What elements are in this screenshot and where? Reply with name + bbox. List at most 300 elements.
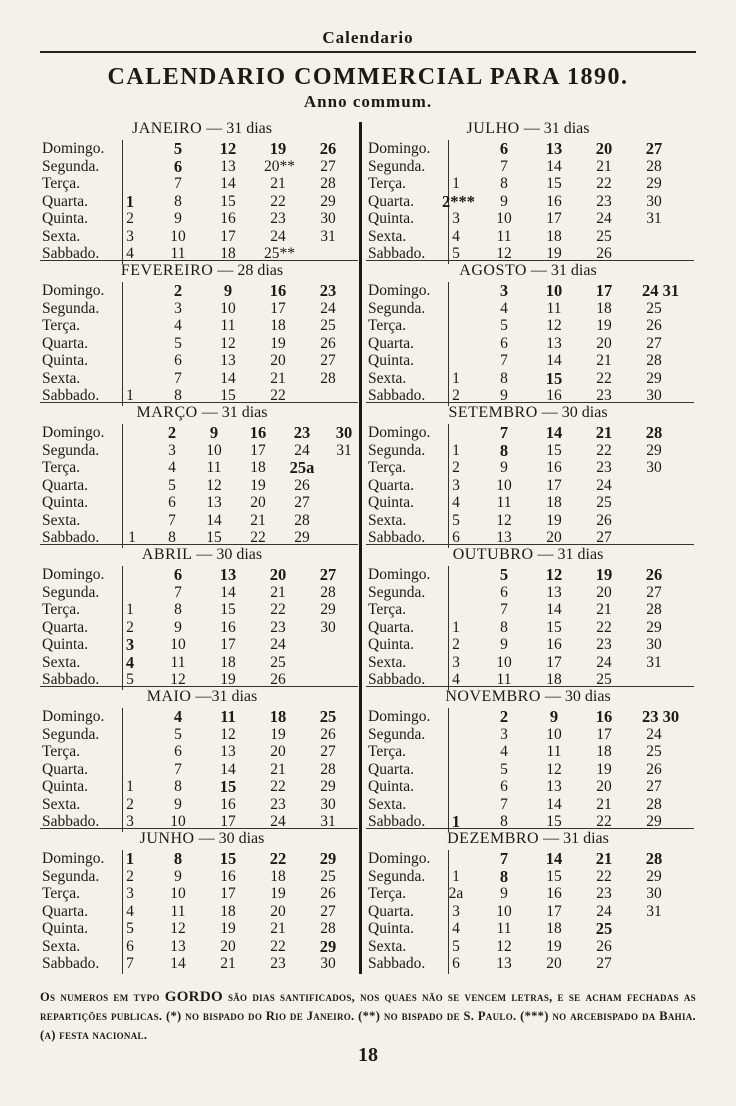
date-number: 1	[452, 867, 460, 885]
day-name: Quinta.	[368, 920, 415, 937]
date-number: 20	[546, 955, 562, 972]
date-number: 28	[645, 849, 663, 868]
date-number: 22	[270, 937, 286, 955]
month-days-count: — 31 dias	[523, 120, 590, 137]
date-number: 13	[220, 743, 236, 760]
date-number: 7	[500, 601, 508, 618]
day-name: Terça.	[368, 601, 407, 618]
date-number: 21	[250, 511, 266, 529]
date-number: 3	[499, 281, 509, 300]
day-name: Quinta.	[42, 494, 89, 511]
date-number: 11	[496, 494, 512, 511]
month-block	[366, 688, 690, 830]
date-number: 16	[220, 795, 236, 813]
date-number: 2	[499, 707, 509, 726]
date-number: 26	[319, 139, 337, 158]
day-name: Segunda.	[368, 299, 426, 317]
date-number: 19	[596, 760, 612, 778]
date-number: 24	[596, 476, 612, 494]
week-row	[366, 566, 690, 584]
date-number: 17	[546, 653, 562, 671]
day-name: Quarta.	[368, 760, 415, 778]
date-number: 7	[499, 423, 509, 442]
month-block	[366, 404, 690, 546]
date-number: 15	[545, 368, 563, 388]
week-row	[40, 424, 364, 442]
month-block	[40, 546, 364, 688]
date-number: 18	[269, 707, 287, 726]
month-days-count: — 30 dias	[544, 688, 611, 705]
day-name: Quinta.	[368, 494, 415, 511]
date-number: 8	[174, 387, 182, 404]
date-number: 25	[270, 653, 286, 671]
date-number: 13	[546, 583, 562, 601]
date-number: 2	[452, 459, 460, 476]
date-number: 28	[320, 920, 336, 937]
date-number: 5	[173, 139, 183, 158]
date-number: 28	[320, 175, 336, 192]
day-name: Sexta.	[368, 937, 407, 955]
month-days-count: — 31 dias	[543, 830, 609, 847]
date-number: 2	[126, 210, 134, 227]
day-name: Sexta.	[42, 795, 81, 813]
date-number: 22	[270, 778, 286, 795]
date-number: 18	[546, 227, 562, 245]
date-number: 11	[170, 245, 186, 262]
date-number: 14	[220, 760, 236, 778]
week-row	[40, 743, 364, 761]
page-number: 18	[358, 1044, 378, 1066]
date-number: 13	[206, 494, 222, 511]
date-number: 1	[452, 441, 460, 459]
date-number: 10	[206, 441, 222, 459]
date-number: 9	[500, 885, 508, 902]
date-number: 21	[596, 601, 612, 618]
date-number: 7	[500, 157, 508, 175]
date-number: 22	[270, 601, 286, 618]
date-number: 24	[596, 210, 612, 227]
date-number: 3	[452, 476, 460, 494]
week-row	[366, 938, 690, 956]
date-number: 9	[500, 636, 508, 653]
week-row	[40, 868, 364, 886]
date-number: 20	[596, 583, 612, 601]
running-header: Calendario	[322, 28, 414, 47]
day-name: Sabbado.	[368, 245, 426, 262]
date-number: 8	[173, 849, 183, 868]
date-number: 15	[220, 192, 236, 210]
date-number: 17	[220, 227, 236, 245]
month-days-count: — 31 dias	[206, 120, 272, 137]
week-row	[366, 796, 690, 814]
date-number: 30	[320, 955, 336, 972]
week-row	[366, 778, 690, 796]
day-name: Quarta.	[368, 476, 415, 494]
day-name: Sexta.	[368, 653, 407, 671]
date-number: 23	[270, 210, 286, 227]
date-number: 10	[496, 210, 512, 227]
date-number: 14	[545, 423, 563, 442]
date-number: 25a	[289, 458, 315, 477]
date-number: 19	[546, 511, 562, 529]
month-separator	[366, 544, 694, 545]
date-number: 5	[126, 920, 134, 937]
date-number: 10	[220, 299, 236, 317]
week-row	[366, 868, 690, 886]
date-number: 9	[223, 281, 233, 300]
week-row	[366, 352, 690, 370]
month-name: SETEMBRO	[448, 404, 538, 421]
date-number: 23	[596, 192, 612, 210]
date-number: 14	[220, 583, 236, 601]
week-row	[40, 601, 364, 619]
day-name: Sexta.	[42, 227, 81, 245]
date-number: 27	[596, 955, 612, 972]
date-number: 5	[452, 937, 460, 955]
day-name: Sabbado.	[368, 387, 426, 404]
date-number: 6	[173, 156, 183, 176]
date-number: 25	[596, 494, 612, 511]
month-days-count: — 31 dias	[537, 546, 604, 563]
day-name: Quarta.	[42, 192, 89, 210]
date-number: 19	[596, 317, 612, 334]
date-number: 21	[270, 760, 286, 778]
month-days-count: —31 dias	[195, 688, 258, 705]
date-number: 20	[595, 139, 613, 158]
date-number: 9	[549, 707, 559, 726]
day-name: Domingo.	[368, 850, 431, 867]
date-number: 25	[320, 317, 336, 334]
date-number: 14	[220, 175, 236, 192]
date-number: 1	[126, 601, 134, 618]
date-number: 19	[220, 920, 236, 937]
date-number: 23 30	[642, 707, 680, 726]
day-name: Domingo.	[368, 282, 431, 299]
date-number: 25	[646, 299, 662, 317]
week-row	[366, 708, 690, 726]
week-row	[366, 654, 690, 672]
date-number: 11	[496, 671, 512, 688]
date-number: 28	[646, 352, 662, 369]
date-number: 26	[320, 885, 336, 902]
date-number: 19	[546, 937, 562, 955]
date-number: 6	[174, 743, 182, 760]
date-number: 27	[320, 157, 336, 175]
month-name: DEZEMBRO	[447, 830, 540, 847]
date-number: 15	[220, 601, 236, 618]
date-number: 29	[320, 778, 336, 795]
date-number: 3	[126, 227, 134, 245]
date-number: 9	[174, 618, 182, 636]
date-number: 15	[206, 529, 222, 546]
date-number: 16	[220, 210, 236, 227]
date-number: 9	[174, 795, 182, 813]
date-number: 30	[320, 795, 336, 813]
week-row	[40, 584, 364, 602]
date-number: 26	[596, 511, 612, 529]
day-name: Sabbado.	[42, 813, 100, 830]
date-number: 21	[270, 175, 286, 192]
date-number: 27	[646, 583, 662, 601]
date-number: 12	[496, 511, 512, 529]
date-number: 21	[596, 352, 612, 369]
date-number: 10	[545, 281, 563, 300]
date-number: 23	[596, 885, 612, 902]
date-number: 29	[646, 441, 662, 459]
date-number: 14	[546, 157, 562, 175]
date-number: 2	[126, 867, 134, 885]
date-number: 30	[646, 885, 662, 902]
day-name: Terça.	[42, 885, 81, 902]
date-number: 27	[320, 902, 336, 920]
date-number: 3	[168, 441, 176, 459]
day-name: Quarta.	[42, 334, 89, 352]
date-number: 1	[452, 618, 460, 636]
day-name: Sexta.	[368, 369, 407, 387]
date-number: 17	[595, 281, 613, 300]
date-number: 13	[220, 157, 236, 175]
day-name: Quarta.	[368, 618, 415, 636]
date-number: 2	[452, 636, 460, 653]
week-row	[40, 335, 364, 353]
week-row	[40, 654, 364, 672]
date-number: 16	[220, 867, 236, 885]
date-number: 7	[500, 352, 508, 369]
month-heading	[366, 262, 690, 280]
week-row	[366, 636, 690, 654]
date-number: 7	[168, 511, 176, 529]
date-number: 13	[219, 565, 237, 584]
date-number: 18	[250, 459, 266, 476]
month-block	[366, 830, 690, 972]
day-name: Segunda.	[368, 157, 426, 175]
date-number: 26	[645, 565, 663, 584]
day-name: Sexta.	[42, 653, 81, 671]
day-name: Domingo.	[42, 566, 105, 583]
date-number: 7	[174, 175, 182, 192]
date-number: 11	[546, 743, 562, 760]
month-separator	[366, 828, 694, 829]
date-number: 26	[646, 760, 662, 778]
date-number: 6	[500, 334, 508, 352]
date-number: 1	[452, 369, 460, 387]
date-number: 8	[174, 778, 182, 795]
date-number: 13	[170, 937, 186, 955]
week-row	[366, 140, 690, 158]
date-number: 10	[170, 227, 186, 245]
date-number: 20	[596, 334, 612, 352]
day-name: Quinta.	[42, 778, 89, 795]
date-number: 15	[546, 175, 562, 192]
date-number: 20	[250, 494, 266, 511]
month-separator	[366, 260, 694, 261]
date-number: 28	[320, 583, 336, 601]
date-number: 4	[452, 920, 460, 937]
date-number: 23	[596, 459, 612, 476]
date-number: 3	[500, 725, 508, 743]
date-number: 23	[319, 281, 337, 300]
date-number: 6	[499, 139, 509, 158]
date-number: 2***	[442, 191, 475, 211]
date-number: 11	[496, 920, 512, 937]
date-number: 12	[546, 317, 562, 334]
week-row	[366, 210, 690, 228]
date-number: 8	[174, 601, 182, 618]
date-number: 9	[500, 387, 508, 404]
date-number: 23	[270, 955, 286, 972]
date-number: 14	[220, 369, 236, 387]
day-name: Quinta.	[368, 352, 415, 369]
day-name: Domingo.	[42, 140, 105, 157]
date-number: 5	[168, 476, 176, 494]
day-name: Segunda.	[42, 583, 100, 601]
day-name: Sabbado.	[42, 671, 100, 688]
date-number: 11	[496, 227, 512, 245]
date-number: 19	[270, 725, 286, 743]
week-row	[40, 228, 364, 246]
month-heading	[366, 546, 690, 564]
week-row	[366, 494, 690, 512]
date-number: 23	[596, 636, 612, 653]
date-number: 12	[496, 245, 512, 262]
date-number: 20	[270, 902, 286, 920]
date-number: 3	[174, 299, 182, 317]
date-number: 24	[270, 636, 286, 653]
date-number: 18	[270, 867, 286, 885]
week-row	[40, 850, 364, 868]
date-number: 23	[270, 795, 286, 813]
date-number: 15	[220, 387, 236, 404]
date-number: 24	[270, 813, 286, 830]
day-name: Quinta.	[368, 778, 415, 795]
date-number: 6	[168, 494, 176, 511]
date-number: 10	[496, 653, 512, 671]
date-number: 5	[174, 334, 182, 352]
week-row	[40, 282, 364, 300]
date-number: 12	[220, 725, 236, 743]
date-number: 13	[546, 778, 562, 795]
month-days-count: — 28 dias	[217, 262, 284, 279]
day-name: Domingo.	[42, 850, 105, 867]
date-number: 27	[320, 352, 336, 369]
date-number: 3	[452, 653, 460, 671]
date-number: 29	[319, 849, 337, 868]
date-number: 15	[546, 813, 562, 830]
month-days-count: — 30 dias	[198, 830, 265, 847]
date-number: 8	[499, 866, 509, 886]
date-number: 11	[220, 707, 236, 726]
date-number: 19	[250, 476, 266, 494]
day-name: Quinta.	[42, 352, 89, 369]
date-number: 16	[269, 281, 287, 300]
date-number: 2	[167, 423, 177, 442]
day-name: Sexta.	[42, 937, 81, 955]
date-number: 20	[269, 565, 287, 584]
week-row	[40, 761, 364, 779]
day-name: Terça.	[368, 885, 407, 902]
date-number: 5	[500, 760, 508, 778]
date-number: 20**	[264, 157, 295, 175]
date-number: 10	[170, 636, 186, 653]
day-name: Quinta.	[42, 920, 89, 937]
day-name: Quinta.	[368, 210, 415, 227]
date-number: 28	[645, 423, 663, 442]
week-row	[366, 584, 690, 602]
date-number: 8	[168, 529, 176, 546]
week-row	[40, 317, 364, 335]
day-name: Domingo.	[368, 424, 431, 441]
date-number: 28	[646, 795, 662, 813]
week-row	[366, 228, 690, 246]
week-row	[40, 636, 364, 654]
date-number: 27	[319, 565, 337, 584]
date-number: 12	[170, 920, 186, 937]
date-number: 30	[320, 618, 336, 636]
date-number: 17	[250, 441, 266, 459]
date-number: 16	[220, 618, 236, 636]
date-number: 5	[452, 511, 460, 529]
week-row	[40, 370, 364, 388]
week-row	[40, 903, 364, 921]
date-number: 25**	[264, 245, 295, 262]
date-number: 18	[220, 902, 236, 920]
date-number: 10	[546, 725, 562, 743]
date-number: 23	[270, 618, 286, 636]
date-number: 27	[645, 139, 663, 158]
date-number: 29	[646, 175, 662, 192]
week-row	[40, 442, 364, 460]
day-name: Quarta.	[42, 760, 89, 778]
date-number: 20	[596, 778, 612, 795]
day-name: Terça.	[42, 601, 81, 618]
month-name: JANEIRO	[132, 120, 203, 137]
date-number: 19	[270, 334, 286, 352]
day-name: Sabbado.	[368, 955, 426, 972]
date-number: 24	[294, 441, 310, 459]
week-row	[366, 512, 690, 530]
date-number: 10	[170, 885, 186, 902]
date-number: 18	[596, 299, 612, 317]
week-row	[40, 210, 364, 228]
date-number: 26	[320, 334, 336, 352]
date-number: 4	[452, 227, 460, 245]
date-number: 11	[206, 459, 222, 476]
day-name: Sabbado.	[368, 671, 426, 688]
date-number: 16	[546, 885, 562, 902]
date-number: 18	[220, 245, 236, 262]
month-name: MARÇO	[136, 404, 198, 421]
day-name: Quarta.	[368, 334, 415, 352]
date-number: 5	[126, 671, 134, 688]
date-number: 7	[500, 795, 508, 813]
day-name: Segunda.	[368, 583, 426, 601]
date-number: 14	[546, 795, 562, 813]
date-number: 27	[646, 778, 662, 795]
date-number: 10	[496, 902, 512, 920]
center-divider	[359, 122, 362, 974]
date-number: 13	[496, 955, 512, 972]
date-number: 18	[546, 920, 562, 937]
date-number: 8	[500, 813, 508, 830]
date-number: 28	[646, 601, 662, 618]
date-number: 7	[126, 955, 134, 972]
date-number: 12	[545, 565, 563, 584]
date-number: 26	[646, 317, 662, 334]
date-number: 16	[546, 459, 562, 476]
day-name: Segunda.	[42, 157, 100, 175]
month-block	[40, 262, 364, 404]
day-name: Segunda.	[42, 867, 100, 885]
